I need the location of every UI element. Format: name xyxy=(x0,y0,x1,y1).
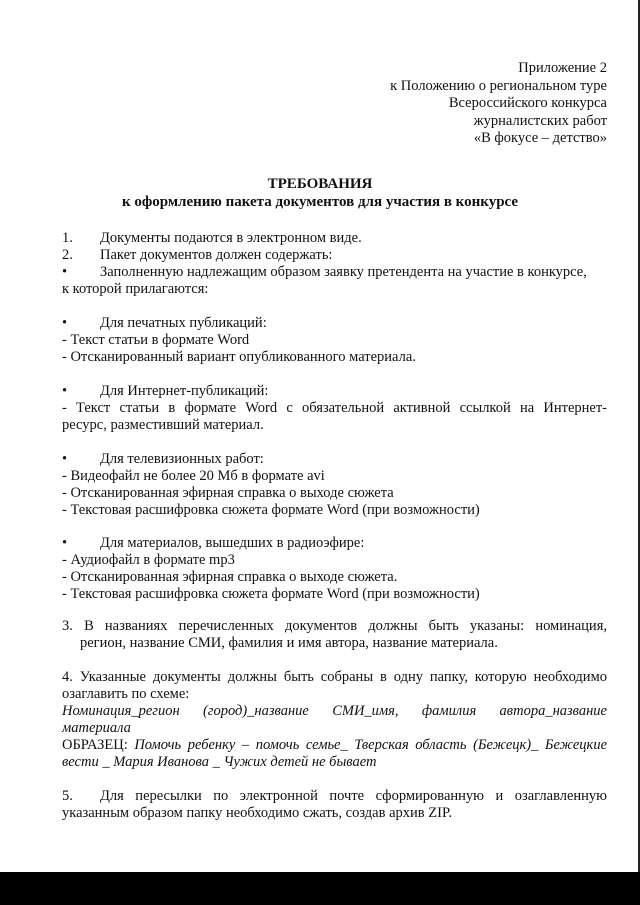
sample-text-1: Помочь ребенку – помочь семье_ Тверская область (Бежецк)_ Бежецкие xyxy=(134,737,608,753)
tv-heading xyxy=(62,451,264,468)
item-2 xyxy=(62,247,332,264)
item-2-text: Пакет документов должен содержать: xyxy=(100,247,333,263)
print-line-1: - Текст статьи в формате Word xyxy=(62,332,250,348)
bullet-icon: • xyxy=(62,451,68,467)
bullet-icon: • xyxy=(62,264,68,280)
p5-line-1 xyxy=(62,788,607,805)
internet-line-2: ресурс, разместивший материал. xyxy=(62,417,264,433)
appendix-contest-name: «В фокусе – детство» xyxy=(473,130,607,146)
tv-heading-text: Для телевизионных работ: xyxy=(100,451,264,467)
p4-line-2: озаглавить по схеме: xyxy=(62,686,190,702)
p4-sample-line-2: вести _ Мария Иванова _ Чужих детей не бывает xyxy=(62,754,377,770)
bullet-icon: • xyxy=(62,315,68,331)
radio-heading-text: Для материалов, вышедших в радиоэфире: xyxy=(100,535,365,551)
tv-line-2: - Отсканированная эфирная справка о выходе сюжета xyxy=(62,485,394,501)
item-application-cont: к которой прилагаются: xyxy=(62,281,209,297)
appendix-contest: Всероссийского конкурса xyxy=(448,95,607,111)
p5-line-2: указанным образом папку необходимо сжать, создав архив ZIP. xyxy=(62,805,453,821)
item-1-text: Документы подаются в электронном виде. xyxy=(100,230,362,246)
p5-text-1: Для пересылки по электронной почте сформированную и озаглавленную xyxy=(100,788,607,804)
radio-line-1: - Аудиофайл в формате mp3 xyxy=(62,552,235,568)
bullet-icon: • xyxy=(62,383,68,399)
p5-number: 5. xyxy=(62,788,73,804)
internet-heading xyxy=(62,383,268,400)
p4-sample-line-1 xyxy=(62,737,607,754)
bullet-icon: • xyxy=(62,535,68,551)
appendix-ref: к Положению о региональном туре xyxy=(390,78,607,94)
internet-heading-text: Для Интернет-публикаций: xyxy=(100,383,269,399)
item-application-text: Заполненную надлежащим образом заявку претендента на участие в конкурсе, xyxy=(100,264,587,280)
item-1-number: 1. xyxy=(62,230,73,246)
appendix-label: Приложение 2 xyxy=(518,60,607,76)
p4-line-1: 4. Указанные документы должны быть собраны в одну папку, которую необходимо xyxy=(62,669,607,685)
item-2-number: 2. xyxy=(62,247,73,263)
scan-bottom-border xyxy=(0,872,640,905)
page-title: ТРЕБОВАНИЯ xyxy=(267,176,373,192)
radio-line-2: - Отсканированная эфирная справка о выходе сюжета. xyxy=(62,569,398,585)
p4-scheme-line-2: материала xyxy=(62,720,131,736)
page-subtitle: к оформлению пакета документов для участия в конкурсе xyxy=(121,194,519,210)
tv-line-3: - Текстовая расшифровка сюжета формате Word (при возможности) xyxy=(62,502,480,518)
p3-line-1: 3. В названиях перечисленных документов должны быть указаны: номинация, xyxy=(62,618,607,634)
print-line-2: - Отсканированный вариант опубликованного материала. xyxy=(62,349,416,365)
item-application xyxy=(62,264,587,281)
p4-scheme-line-1: Номинация_регион (город)_название СМИ_имя, фамилия автора_название xyxy=(62,703,607,719)
radio-line-3: - Текстовая расшифровка сюжета формате Word (при возможности) xyxy=(62,586,480,602)
p3-line-2: регион, название СМИ, фамилия и имя автора, название материала. xyxy=(80,635,498,651)
print-heading-text: Для печатных публикаций: xyxy=(100,315,267,331)
appendix-works: журналистских работ xyxy=(473,113,607,129)
tv-line-1: - Видеофайл не более 20 Мб в формате avi xyxy=(62,468,325,484)
internet-line-1: - Текст статьи в формате Word с обязательной активной ссылкой на Интернет- xyxy=(62,400,607,416)
item-1 xyxy=(62,230,362,247)
sample-label: ОБРАЗЕЦ: xyxy=(62,737,128,753)
radio-heading xyxy=(62,535,364,552)
print-heading xyxy=(62,315,267,332)
